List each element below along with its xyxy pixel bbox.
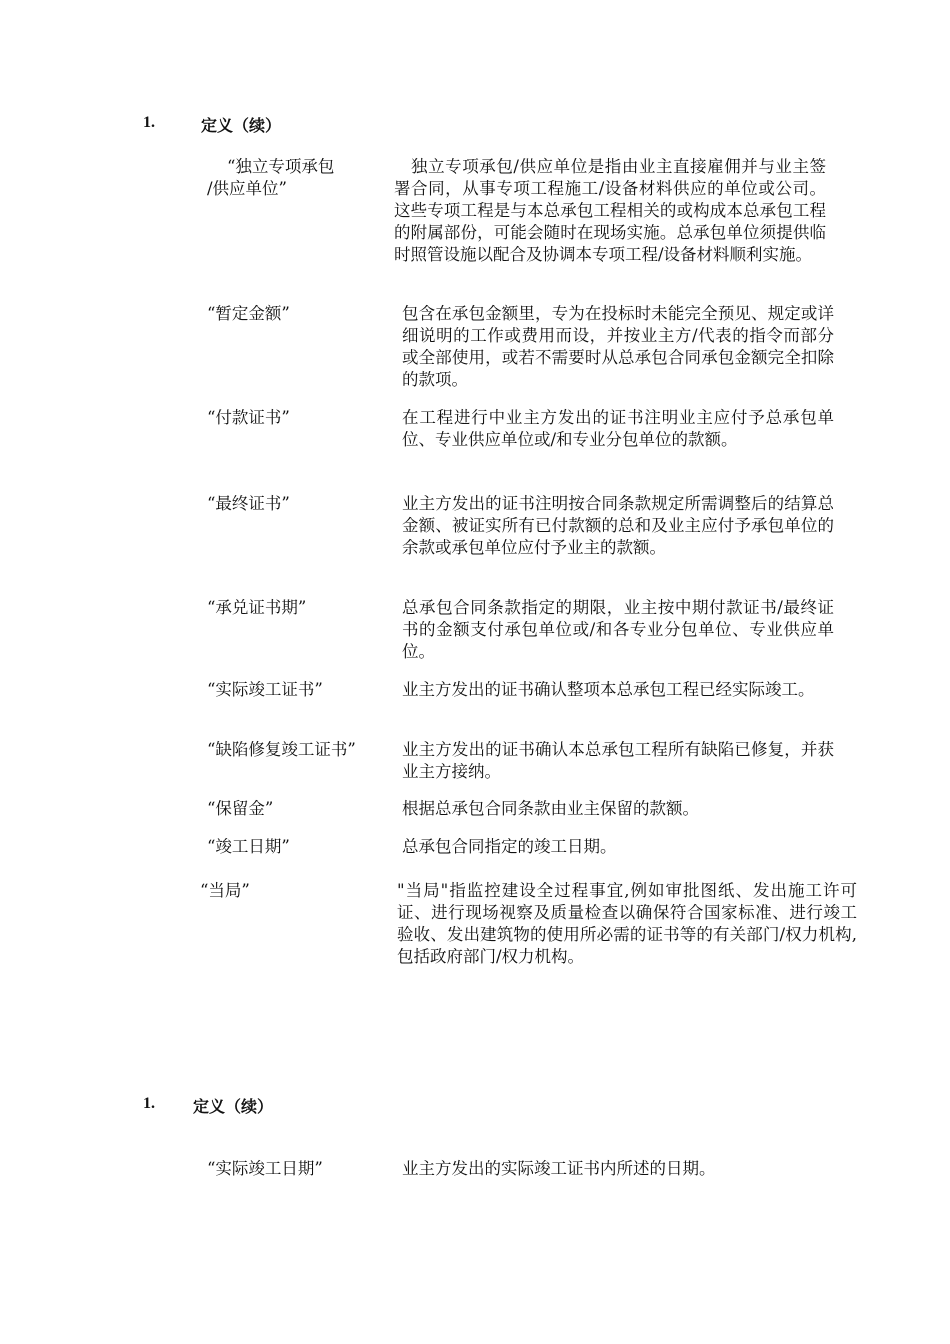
term-independent-contractor (207, 156, 334, 200)
definition-retention: 根据总承包合同条款由业主保留的款额。 (402, 799, 699, 818)
term-line-1: “独立专项承包 (227, 157, 335, 176)
section-2-title: 定义（续） (193, 1097, 274, 1116)
definition-authorities: "当局"指监控建设全过程事宜,例如审批图纸、发出施工许可证、进行现场视察及质量检查以确保符合国家标准、进行竣工验收、发出建筑物的使用所必需的证书等的有关部门/权力机构,包括政府部门/权力机构。 (397, 881, 857, 966)
term-completion-date: “竣工日期” (207, 837, 290, 856)
definition-final-certificate: 业主方发出的证书注明按合同条款规定所需调整后的结算总金额、被证实所有已付款额的总和及业主应付予承包单位的余款或承包单位应付予业主的款额。 (402, 494, 834, 557)
term-provisional-sum: “暂定金额” (207, 304, 290, 323)
definition-payment-certificate: 在工程进行中业主方发出的证书注明业主应付予总承包单位、专业供应单位或/和专业分包单位的款额。 (402, 408, 834, 449)
term-practical-completion-date: “实际竣工日期” (207, 1159, 323, 1178)
term-payment-certificate: “付款证书” (207, 408, 290, 427)
section-1-number: 1. (143, 114, 155, 131)
definition-independent-contractor: 独立专项承包/供应单位是指由业主直接雇佣并与业主签署合同，从事专项工程施工/设备材料供应的单位或公司。这些专项工程是与本总承包工程相关的或构成本总承包工程的附属部份，可能会随时在现场实施。总承包单位须提供临时照管设施以配合及协调本专项工程/设备材料顺利实施。 (394, 157, 826, 264)
term-authorities: “当局” (200, 881, 250, 900)
definition-completion-date: 总承包合同指定的竣工日期。 (402, 837, 617, 856)
definition-practical-completion-date: 业主方发出的实际竣工证书内所述的日期。 (402, 1159, 716, 1178)
term-honouring-period: “承兑证书期” (207, 598, 307, 617)
term-practical-completion-certificate: “实际竣工证书” (207, 680, 323, 699)
term-line-2: /供应单位” (207, 179, 287, 198)
section-2-number: 1. (143, 1095, 155, 1112)
section-1-title: 定义（续） (201, 116, 282, 135)
definition-practical-completion-certificate: 业主方发出的证书确认整项本总承包工程已经实际竣工。 (402, 680, 815, 699)
definition-defects-completion-certificate: 业主方发出的证书确认本总承包工程所有缺陷已修复，并获业主方接纳。 (402, 740, 834, 781)
term-retention: “保留金” (207, 799, 274, 818)
term-final-certificate: “最终证书” (207, 494, 290, 513)
definition-provisional-sum: 包含在承包金额里，专为在投标时未能完全预见、规定或详细说明的工作或费用而设，并按业主方/代表的指令而部分或全部使用，或若不需要时从总承包合同承包金额完全扣除的款项。 (402, 304, 834, 389)
definition-honouring-period: 总承包合同条款指定的期限，业主按中期付款证书/最终证书的金额支付承包单位或/和各专业分包单位、专业供应单位。 (402, 598, 834, 661)
term-defects-completion-certificate: “缺陷修复竣工证书” (207, 740, 356, 759)
